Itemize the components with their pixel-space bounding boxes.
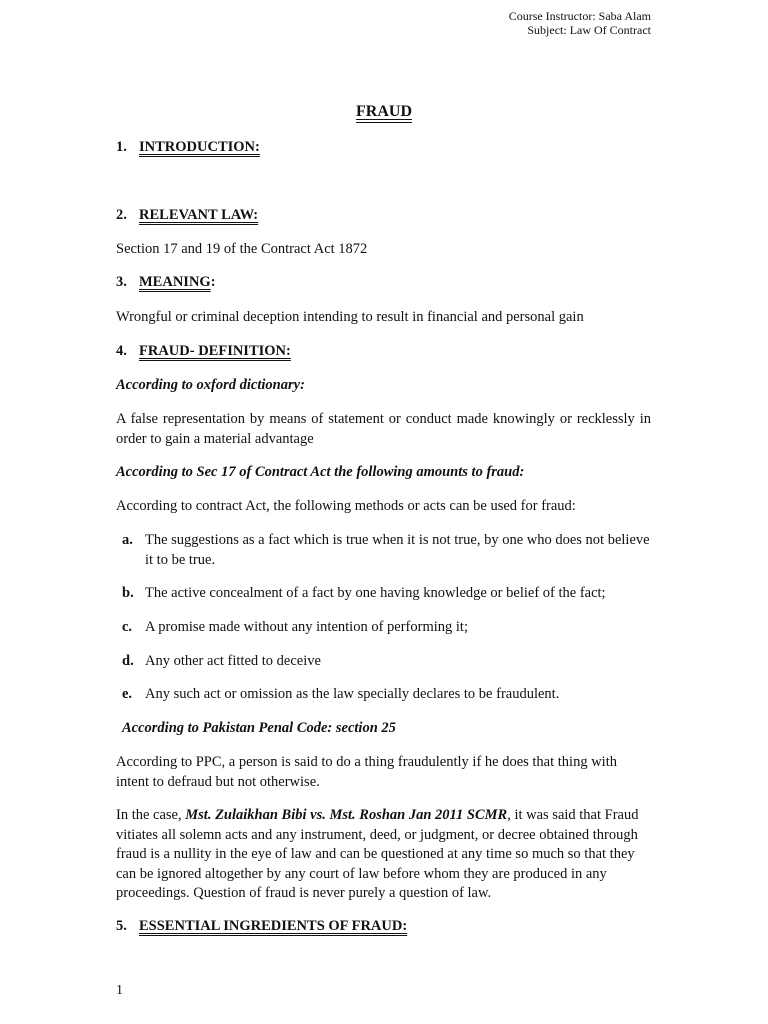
ppc-heading: According to Pakistan Penal Code: section 25 xyxy=(122,720,396,736)
document-title: FRAUD xyxy=(356,103,412,120)
page-header xyxy=(509,9,651,37)
list-item: e. Any such act or omission as the law specially declares to be fraudulent. xyxy=(122,686,560,702)
list-item: b. The active concealment of a fact by one having knowledge or belief of the fact; xyxy=(122,585,606,601)
meaning-text: Wrongful or criminal deception intending to result in financial and personal gain xyxy=(116,309,584,325)
sec17-intro: According to contract Act, the following methods or acts can be used for fraud: xyxy=(116,498,576,514)
relevant-law-text: Section 17 and 19 of the Contract Act 1872 xyxy=(116,241,368,257)
sec17-heading: According to Sec 17 of Contract Act the following amounts to fraud: xyxy=(116,464,525,480)
oxford-heading: According to oxford dictionary: xyxy=(116,377,305,393)
section-heading-essential-ingredients: 5. ESSENTIAL INGREDIENTS OF FRAUD: xyxy=(116,918,408,934)
case-paragraph: In the case, Mst. Zulaikhan Bibi vs. Mst. Roshan Jan 2011 SCMR, it was said that Fraud vitiates all solemn acts and any instrument, deed, or judgment, or decree obtained through fraud is a nullity in the eye of law and can be questioned at any time so much so that they can be ignored altogether by any court of law before whom they are produced in any proceedings. Question of fraud is never purely a question of law. xyxy=(116,807,639,901)
page-number: 1 xyxy=(116,983,123,998)
oxford-definition: A false representation by means of statement or conduct made knowingly or recklessly in order to gain a material advantage xyxy=(116,411,651,447)
list-item: d. Any other act fitted to deceive xyxy=(122,653,321,669)
subject-line: Subject: Law Of Contract xyxy=(527,23,651,37)
ppc-text: According to PPC, a person is said to do a thing fraudulently if he does that thing with intent to defraud but not otherwise. xyxy=(116,754,617,790)
section-heading-fraud-definition: 4. FRAUD- DEFINITION: xyxy=(116,343,291,359)
course-instructor: Course Instructor: Saba Alam xyxy=(508,9,651,23)
section-heading-relevant-law: 2. RELEVANT LAW: xyxy=(116,207,259,223)
list-item: a. The suggestions as a fact which is true when it is not true, by one who does not believe it to be true. xyxy=(122,532,650,568)
section-heading-introduction: 1. INTRODUCTION: xyxy=(116,139,260,155)
case-citation: Mst. Zulaikhan Bibi vs. Mst. Roshan Jan 2011 SCMR xyxy=(185,807,508,823)
section-heading-meaning: 3. MEANING: xyxy=(116,274,216,290)
list-item: c. A promise made without any intention of performing it; xyxy=(122,619,468,635)
